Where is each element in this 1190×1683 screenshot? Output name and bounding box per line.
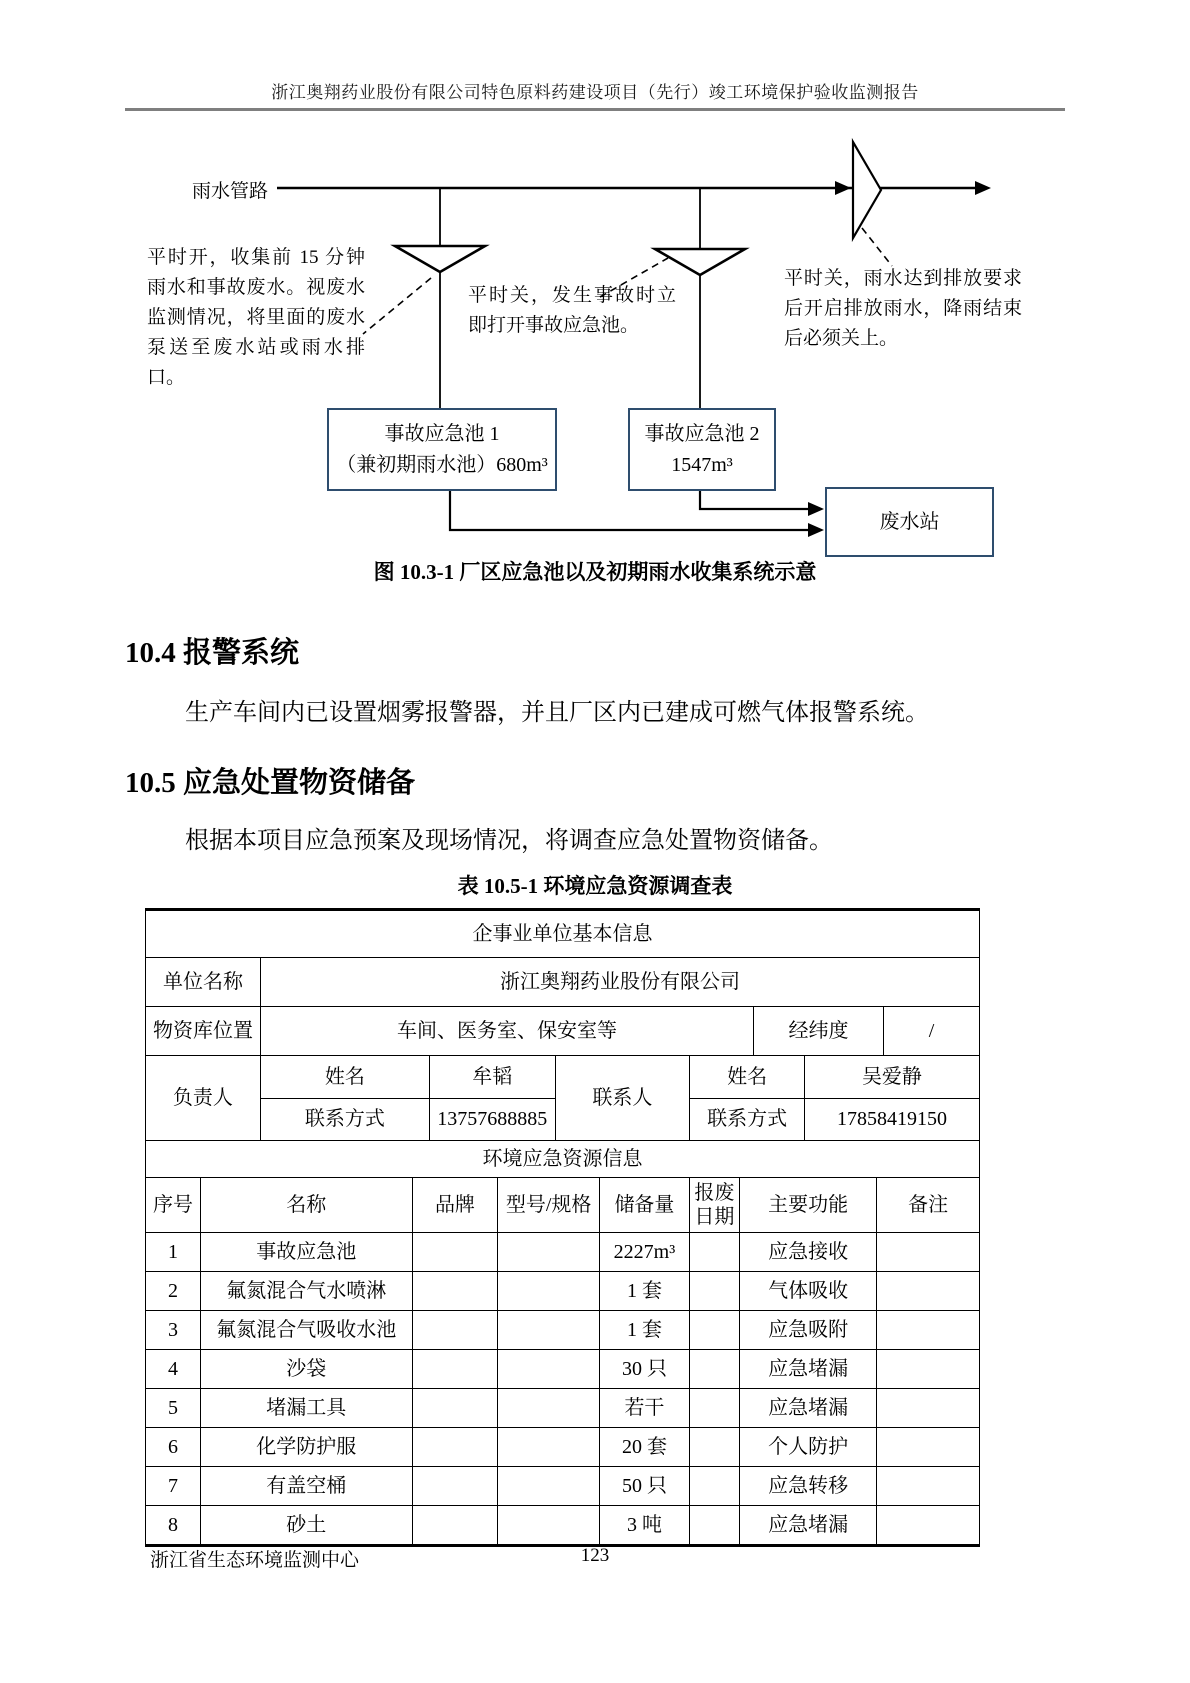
cell-scrapdate [690, 1233, 740, 1271]
cell-function: 应急堵漏 [740, 1350, 877, 1388]
pool2-title: 事故应急池 2 [644, 422, 760, 445]
cell-name: 化学防护服 [201, 1428, 413, 1466]
cell-note [877, 1506, 979, 1544]
pool1-volume: （兼初期雨水池）680m³ [336, 453, 548, 476]
leader-name-value: 牟韬 [472, 1065, 513, 1088]
table-section-row [146, 911, 979, 958]
section-10-4-paragraph: 生产车间内已设置烟雾报警器，并且厂区内已建成可燃气体报警系统。 [185, 700, 929, 726]
cell-no: 7 [146, 1467, 201, 1505]
cell-model [498, 1389, 600, 1427]
table-row [261, 1056, 555, 1099]
cell-brand [413, 1389, 499, 1427]
cell-brand [413, 1272, 499, 1310]
cell-function: 气体吸收 [740, 1272, 877, 1310]
emergency-pool2-box [628, 408, 776, 491]
col-header-qty: 储备量 [600, 1178, 690, 1232]
diagram-note-left: 平时开，收集前 15 分钟雨水和事故废水。视废水监测情况，将里面的废水泵送至废水站或雨水排口。 [147, 247, 365, 388]
cell-brand [413, 1467, 499, 1505]
cell-function: 应急接收 [740, 1233, 877, 1271]
storage-location-label: 物资库位置 [146, 1007, 261, 1055]
pool2-volume: 1547m³ [671, 453, 733, 476]
diagram-note-middle: 平时关，发生事故时立即打开事故应急池。 [468, 285, 676, 336]
cell-brand [413, 1350, 499, 1388]
col-header-note: 备注 [908, 1194, 949, 1216]
waste-station-box [825, 487, 994, 557]
emergency-resource-table [145, 908, 980, 1547]
waste-station-label: 废水站 [879, 510, 940, 533]
cell-name: 堵漏工具 [201, 1389, 413, 1427]
storage-location-value: 车间、医务室、保安室等 [261, 1007, 754, 1055]
cell-qty: 50 只 [600, 1467, 690, 1505]
table-row [146, 958, 979, 1007]
cell-no: 1 [146, 1233, 201, 1271]
diagram-note-right: 平时关，雨水达到排放要求后开启排放雨水，降雨结束后必须关上。 [784, 268, 1022, 349]
rain-pipe-label: 雨水管路 [192, 181, 269, 202]
pool-outlet-lines [450, 489, 812, 530]
section-10-4-heading: 10.4 报警系统 [125, 637, 300, 669]
cell-brand [413, 1233, 499, 1271]
table-row [146, 1506, 979, 1544]
cell-name: 氟氮混合气吸收水池 [201, 1311, 413, 1349]
cell-scrapdate [690, 1350, 740, 1388]
cell-model [498, 1506, 600, 1544]
table-row [690, 1099, 979, 1141]
cell-no: 5 [146, 1389, 201, 1427]
cell-name: 砂土 [201, 1506, 413, 1544]
leader-name-label: 姓名 [261, 1056, 430, 1098]
table-row [146, 1350, 979, 1389]
col-header-brand: 品牌 [413, 1178, 499, 1232]
valve1-icon [395, 246, 485, 272]
contact-label: 联系人 [556, 1056, 691, 1140]
cell-note [877, 1311, 979, 1349]
table-section-row [146, 1141, 979, 1178]
cell-brand [413, 1428, 499, 1466]
cell-no: 2 [146, 1272, 201, 1310]
cell-scrapdate [690, 1467, 740, 1505]
cell-scrapdate [690, 1428, 740, 1466]
valve2-icon [655, 249, 745, 275]
unit-name-value: 浙江奥翔药业股份有限公司 [499, 971, 740, 993]
table-row [690, 1056, 979, 1099]
leader-phone-label: 联系方式 [261, 1099, 430, 1141]
cell-note [877, 1428, 979, 1466]
latlng-value: / [928, 1020, 935, 1042]
discharge-valve-icon [853, 142, 881, 238]
contact-name-value: 吴爱静 [861, 1065, 922, 1088]
cell-name: 有盖空桶 [201, 1467, 413, 1505]
leader-subgrid [261, 1056, 556, 1140]
cell-scrapdate [690, 1272, 740, 1310]
cell-no: 3 [146, 1311, 201, 1349]
table-row [146, 1311, 979, 1350]
table-row [261, 1099, 555, 1141]
cell-qty: 2227m³ [600, 1233, 690, 1271]
basic-info-section-header: 企事业单位基本信息 [472, 923, 653, 945]
cell-scrapdate [690, 1389, 740, 1427]
cell-function: 个人防护 [740, 1428, 877, 1466]
table-row [146, 1233, 979, 1272]
cell-model [498, 1350, 600, 1388]
table-row [146, 1056, 979, 1141]
col-header-function: 主要功能 [740, 1178, 877, 1232]
cell-note [877, 1272, 979, 1310]
cell-model [498, 1428, 600, 1466]
cell-no: 6 [146, 1428, 201, 1466]
table-row [146, 1467, 979, 1506]
pool1-title: 事故应急池 1 [384, 422, 500, 445]
cell-qty: 1 套 [600, 1311, 690, 1349]
cell-function: 应急转移 [740, 1467, 877, 1505]
cell-note [877, 1233, 979, 1271]
cell-note [877, 1467, 979, 1505]
cell-brand [413, 1311, 499, 1349]
cell-note [877, 1389, 979, 1427]
cell-function: 应急堵漏 [740, 1506, 877, 1544]
col-header-name: 名称 [201, 1178, 413, 1232]
cell-brand [413, 1506, 499, 1544]
table-caption: 表 10.5-1 环境应急资源调查表 [457, 874, 733, 898]
cell-scrapdate [690, 1311, 740, 1349]
cell-note [877, 1350, 979, 1388]
contact-phone-label: 联系方式 [690, 1099, 805, 1141]
section-10-5-paragraph: 根据本项目应急预案及现场情况，将调查应急处置物资储备。 [185, 828, 833, 854]
col-header-scrapdate: 报废日期 [690, 1178, 740, 1232]
cell-function: 应急吸附 [740, 1311, 877, 1349]
pipe-arrow-mid-icon [835, 181, 851, 195]
col-header-model: 型号/规格 [498, 1178, 600, 1232]
table-row [146, 1272, 979, 1311]
cell-name: 氟氮混合气水喷淋 [201, 1272, 413, 1310]
col-header-no: 序号 [146, 1178, 201, 1232]
contact-phone-value: 17858419150 [836, 1108, 947, 1131]
cell-name: 事故应急池 [201, 1233, 413, 1271]
cell-name: 沙袋 [201, 1350, 413, 1388]
outlet-arrow2-icon [808, 502, 824, 516]
table-row [146, 1007, 979, 1056]
contact-name-label: 姓名 [690, 1056, 805, 1098]
section-10-5-heading: 10.5 应急处置物资储备 [125, 767, 416, 799]
footer-org: 浙江省生态环境监测中心 [150, 1550, 360, 1571]
cell-qty: 30 只 [600, 1350, 690, 1388]
resource-info-section-header: 环境应急资源信息 [482, 1148, 643, 1170]
latlng-label: 经纬度 [754, 1007, 884, 1055]
outlet-arrow1-icon [808, 523, 824, 537]
figure-caption: 图 10.3-1 厂区应急池以及初期雨水收集系统示意 [373, 560, 817, 584]
table-row [146, 1428, 979, 1467]
cell-model [498, 1272, 600, 1310]
cell-scrapdate [690, 1506, 740, 1544]
cell-no: 8 [146, 1506, 201, 1544]
contact-subgrid [690, 1056, 979, 1140]
cell-qty: 20 套 [600, 1428, 690, 1466]
cell-no: 4 [146, 1350, 201, 1388]
table-row [146, 1389, 979, 1428]
page-number: 123 [580, 1545, 610, 1566]
cell-model [498, 1311, 600, 1349]
cell-function: 应急堵漏 [740, 1389, 877, 1427]
leader-phone-value: 13757688885 [437, 1108, 548, 1131]
cell-qty: 1 套 [600, 1272, 690, 1310]
leader-label: 负责人 [146, 1056, 261, 1140]
rain-pipe-line [277, 181, 991, 195]
cell-qty: 3 吨 [600, 1506, 690, 1544]
table-header-row [146, 1178, 979, 1233]
pipe-arrow-end-icon [975, 181, 991, 195]
emergency-pool1-box [327, 408, 557, 491]
unit-name-label: 单位名称 [146, 958, 261, 1006]
page-header-title: 浙江奥翔药业股份有限公司特色原料药建设项目（先行）竣工环境保护验收监测报告 [271, 83, 919, 102]
cell-model [498, 1467, 600, 1505]
cell-model [498, 1233, 600, 1271]
cell-qty: 若干 [600, 1389, 690, 1427]
